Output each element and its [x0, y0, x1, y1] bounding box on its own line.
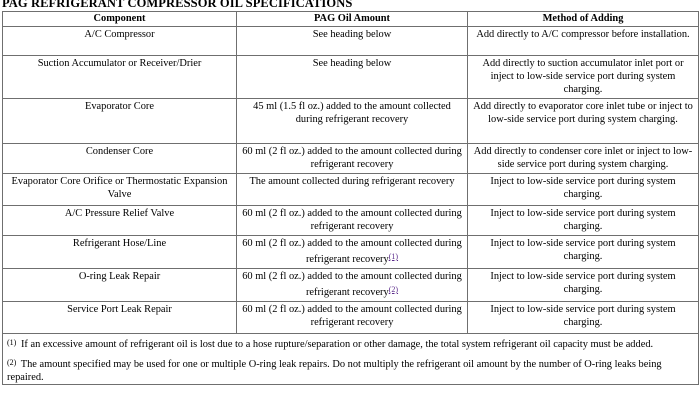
cell-amount: See heading below — [237, 27, 468, 56]
table-row — [3, 236, 699, 269]
footnote-1-mark: (1) — [7, 338, 17, 347]
cell-component: Suction Accumulator or Receiver/Drier — [3, 56, 237, 99]
footnote-1-text: If an excessive amount of refrigerant oil is lost due to a hose rupture/separation or other damage, the total system refrigerant oil capacity must be added. — [20, 339, 654, 350]
cell-component: Evaporator Core Orifice or Thermostatic Expansion Valve — [3, 174, 237, 206]
cell-component: O-ring Leak Repair — [3, 269, 237, 302]
cell-method: Add directly to condenser core inlet or inject to low-side service port during system charging. — [468, 144, 699, 174]
cell-component: Service Port Leak Repair — [3, 302, 237, 334]
cell-amount — [237, 269, 468, 302]
footnote-1 — [7, 336, 694, 351]
table-row — [3, 56, 699, 99]
cell-method: Add directly to suction accumulator inlet port or inject to low-side service port during system charging. — [468, 56, 699, 99]
table-row — [3, 174, 699, 206]
cell-method: Inject to low-side service port during system charging. — [468, 206, 699, 236]
footnote-2-link[interactable]: (2) — [388, 285, 399, 294]
table-row — [3, 302, 699, 334]
cell-method: Add directly to evaporator core inlet tube or inject to low-side service port during system charging. — [468, 99, 699, 144]
cell-amount-text: 60 ml (2 fl oz.) added to the amount collected during refrigerant recovery — [242, 238, 462, 265]
cell-amount: 60 ml (2 fl oz.) added to the amount collected during refrigerant recovery — [237, 302, 468, 334]
cell-method: Inject to low-side service port during system charging. — [468, 174, 699, 206]
table-row — [3, 206, 699, 236]
cell-amount: 45 ml (1.5 fl oz.) added to the amount collected during refrigerant recovery — [237, 99, 468, 144]
header-amount: PAG Oil Amount — [237, 12, 468, 27]
table-row — [3, 27, 699, 56]
cell-amount: 60 ml (2 fl oz.) added to the amount collected during refrigerant recovery — [237, 144, 468, 174]
cell-amount: 60 ml (2 fl oz.) added to the amount collected during refrigerant recovery — [237, 206, 468, 236]
cell-component: A/C Compressor — [3, 27, 237, 56]
oil-spec-table — [2, 11, 699, 385]
footnote-1-link[interactable]: (1) — [388, 252, 399, 261]
table-row — [3, 144, 699, 174]
cell-component: Condenser Core — [3, 144, 237, 174]
footnote-2-mark: (2) — [7, 358, 17, 367]
footnote-2 — [7, 356, 694, 384]
header-component: Component — [3, 12, 237, 27]
table-header-row — [3, 12, 699, 27]
cell-amount: See heading below — [237, 56, 468, 99]
cell-component: Refrigerant Hose/Line — [3, 236, 237, 269]
footnotes-row — [3, 334, 699, 385]
cell-method: Inject to low-side service port during system charging. — [468, 302, 699, 334]
cell-amount: The amount collected during refrigerant recovery — [237, 174, 468, 206]
cell-component: A/C Pressure Relief Valve — [3, 206, 237, 236]
footnotes-cell — [3, 334, 699, 385]
page-title: PAG REFRIGERANT COMPRESSOR OIL SPECIFICATIONS — [2, 0, 353, 10]
table-row — [3, 269, 699, 302]
cell-method: Inject to low-side service port during system charging. — [468, 236, 699, 269]
cell-amount — [237, 236, 468, 269]
cell-amount-text: 60 ml (2 fl oz.) added to the amount collected during refrigerant recovery — [242, 271, 462, 298]
cell-method: Inject to low-side service port during system charging. — [468, 269, 699, 302]
cell-method: Add directly to A/C compressor before installation. — [468, 27, 699, 56]
cell-component: Evaporator Core — [3, 99, 237, 144]
header-method: Method of Adding — [468, 12, 699, 27]
footnote-2-text: The amount specified may be used for one or multiple O-ring leak repairs. Do not multiply the refrigerant oil amount by the number of O-ring leaks being repaired. — [7, 359, 662, 383]
table-row — [3, 99, 699, 144]
